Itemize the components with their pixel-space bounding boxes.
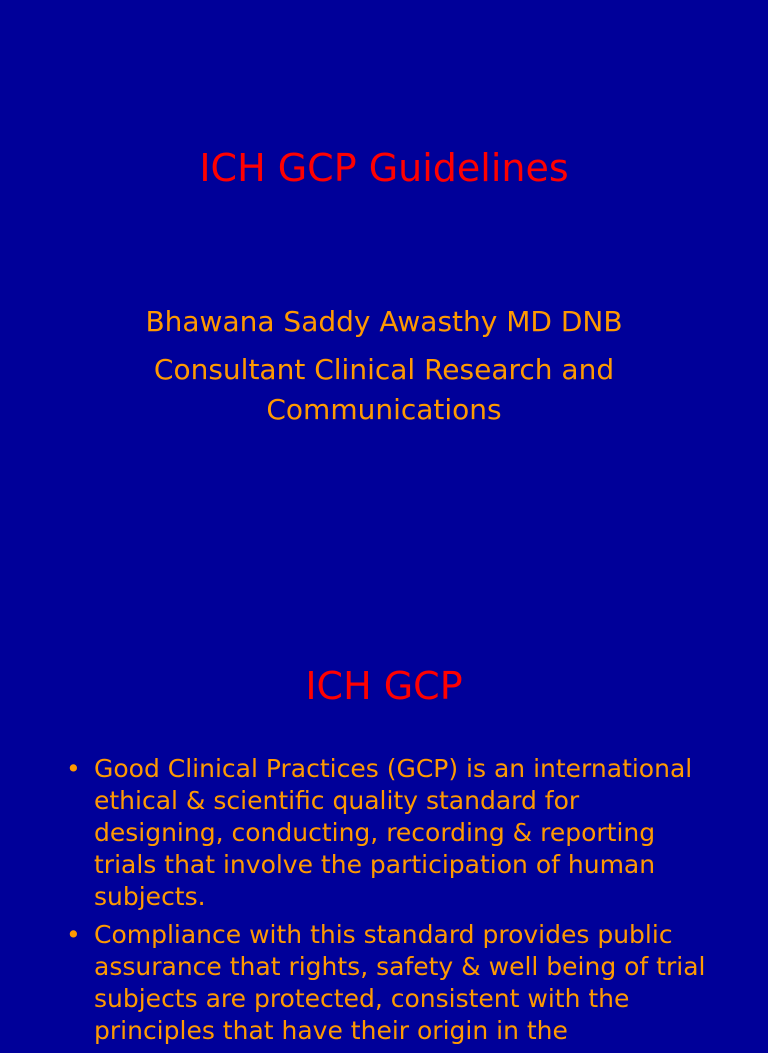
bullet-text: Compliance with this standard provides public assurance that rights, safety & well being of trial subjects are protected, consistent with the principles that have their origin in the: [94, 920, 706, 1045]
bullet-item: [66, 919, 716, 1047]
bullet-text: Good Clinical Practices (GCP) is an international ethical & scientific quality standard for designing, conducting, recording & reporting trials that involve the participation of human subjects.: [94, 754, 693, 911]
bullet-item: [66, 753, 716, 913]
slide-title: ICH GCP Guidelines: [199, 146, 569, 190]
author-role-line-1: Consultant Clinical Research and: [153, 353, 615, 386]
slide-title: ICH GCP: [305, 664, 463, 708]
bullet-icon: •: [66, 754, 81, 783]
bullet-list: [66, 753, 716, 1053]
bullet-icon: •: [66, 920, 81, 949]
author-role-line-2: Communications: [266, 393, 502, 426]
author-name: Bhawana Saddy Awasthy MD DNB: [145, 305, 623, 338]
author-role: [0, 350, 768, 430]
content-slide: [0, 600, 768, 1045]
